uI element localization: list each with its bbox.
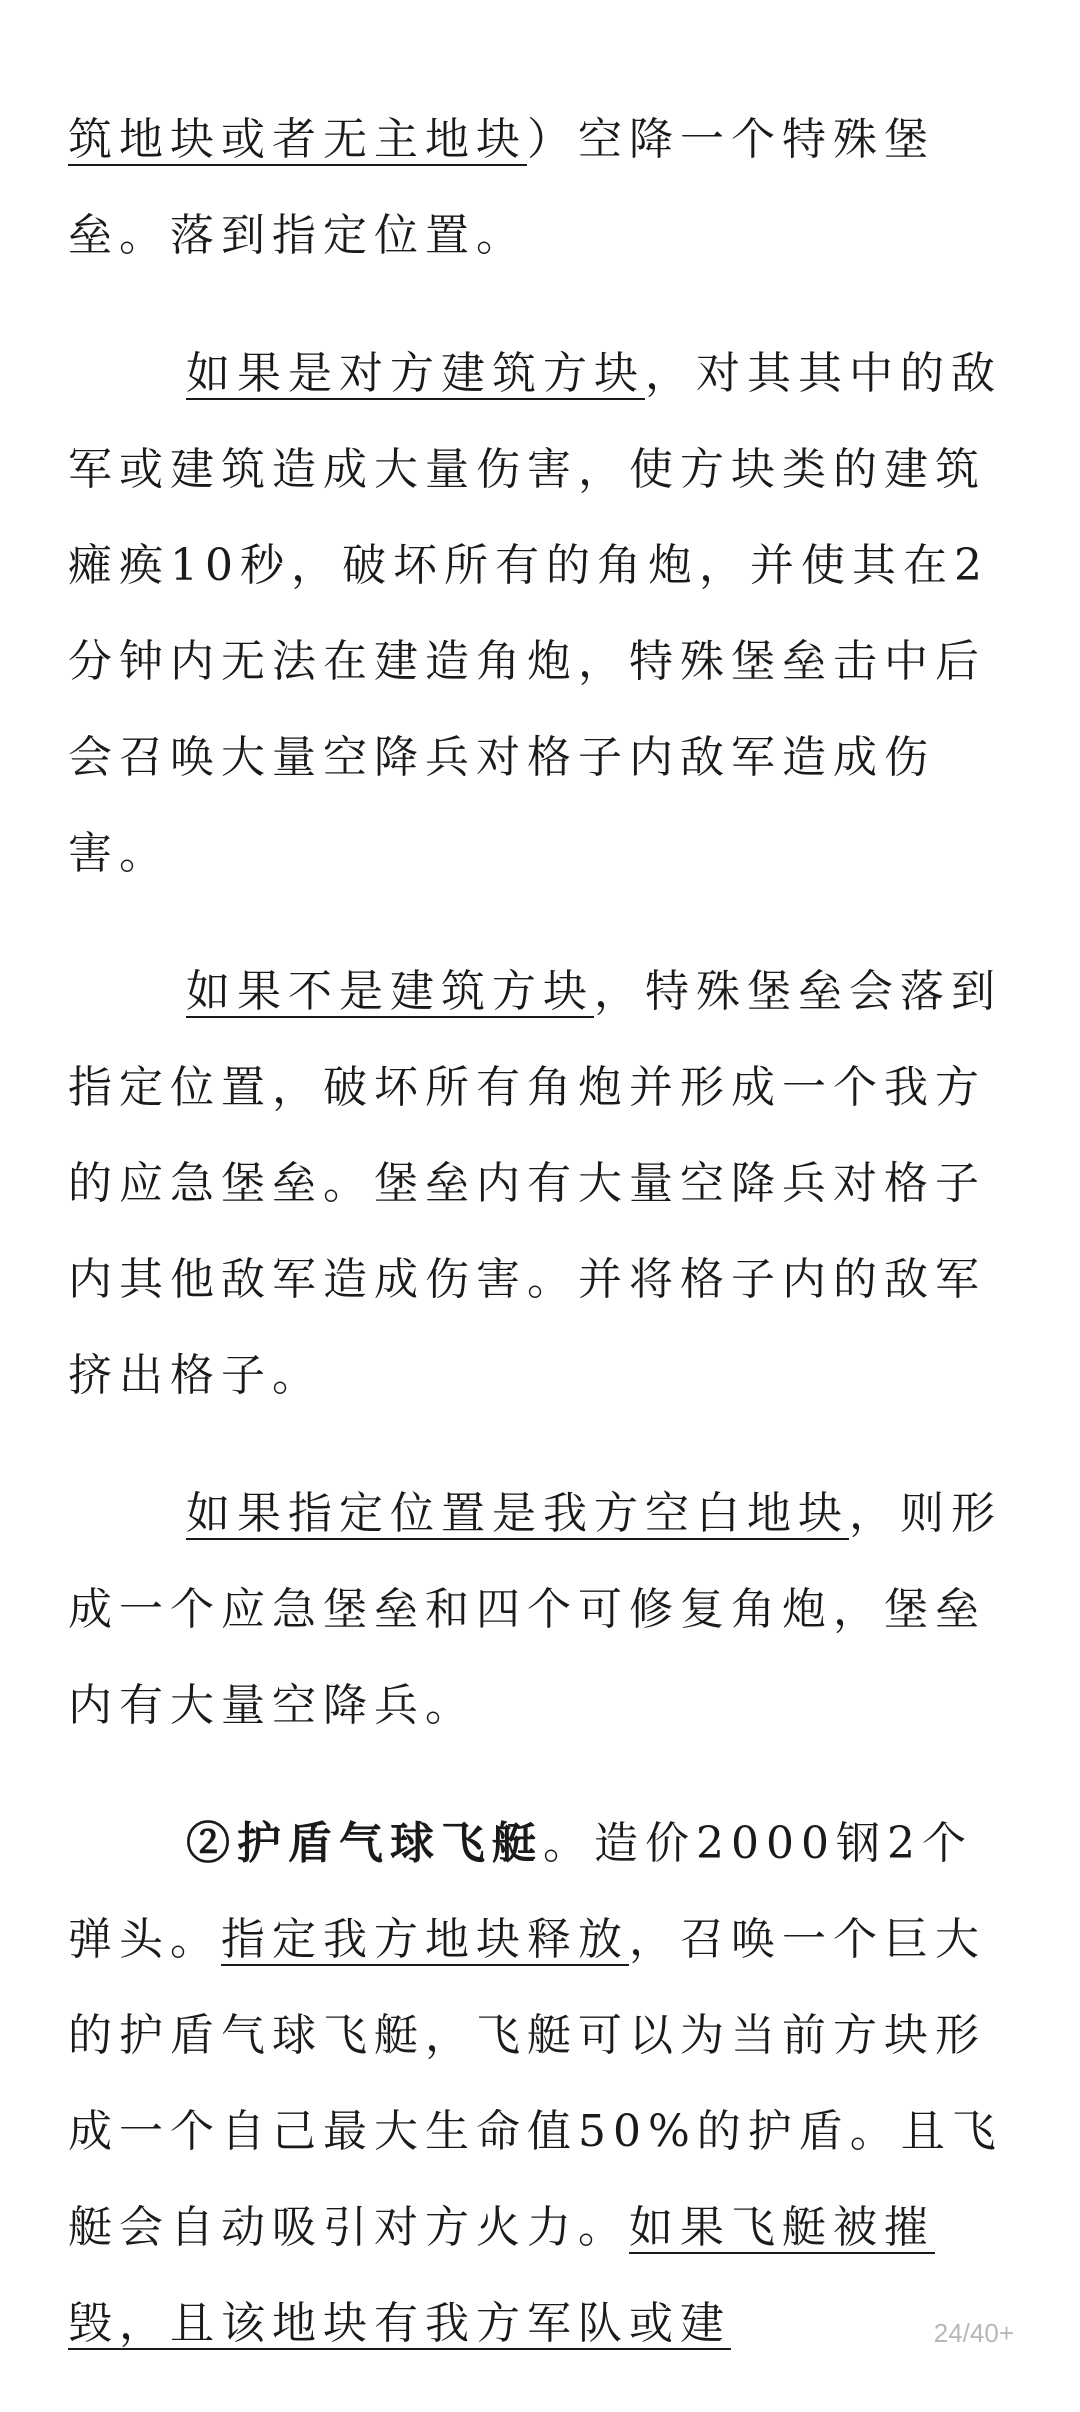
underlined-text: 如果不是建筑方块 [186,966,594,1017]
body-text: 。造价2000钢2个弹头。 [68,1818,973,1965]
body-text: ，对其其中的敌军或建筑造成大量伤害，使方块类的建筑瘫痪10秒，破坏所有的角炮，并使其在2分钟内无法在建造角炮，特殊堡垒击中后会召唤大量空降兵对格子内敌军造成伤害。 [68,348,1002,879]
body-text: ，则形成一个应急堡垒和四个可修复角炮，堡垒内有大量空降兵。 [68,1488,1002,1731]
body-text: ，特殊堡垒会落到指定位置，破坏所有角炮并形成一个我方的应急堡垒。堡垒内有大量空降兵对格子内其他敌军造成伤害。并将格子内的敌军挤出格子。 [68,966,1002,1401]
paragraph-3 [68,944,1012,1424]
section-heading: ②护盾气球飞艇 [186,1818,543,1869]
underlined-text: 如果飞艇被摧毁，且该地块有我方军队或建 [68,2202,935,2349]
underlined-text: 如果指定位置是我方空白地块 [186,1488,849,1539]
paragraph-1 [68,92,1012,284]
paragraph-2 [68,326,1012,902]
underlined-text: 指定我方地块释放 [221,1914,629,1965]
body-text: ）空降一个特殊堡垒。落到指定位置。 [68,114,935,261]
underlined-text: 筑地块或者无主地块 [68,114,527,165]
body-text: ，召唤一个巨大的护盾气球飞艇，飞艇可以为当前方块形成一个自己最大生命值50%的护盾。且飞艇会自动吸引对方火力。 [68,1914,1003,2253]
paragraph-5 [68,1796,1012,2372]
document-body [68,92,1012,2372]
page-indicator: 24/40+ [933,2318,1014,2348]
underlined-text: 如果是对方建筑方块 [186,348,645,399]
paragraph-4 [68,1466,1012,1754]
